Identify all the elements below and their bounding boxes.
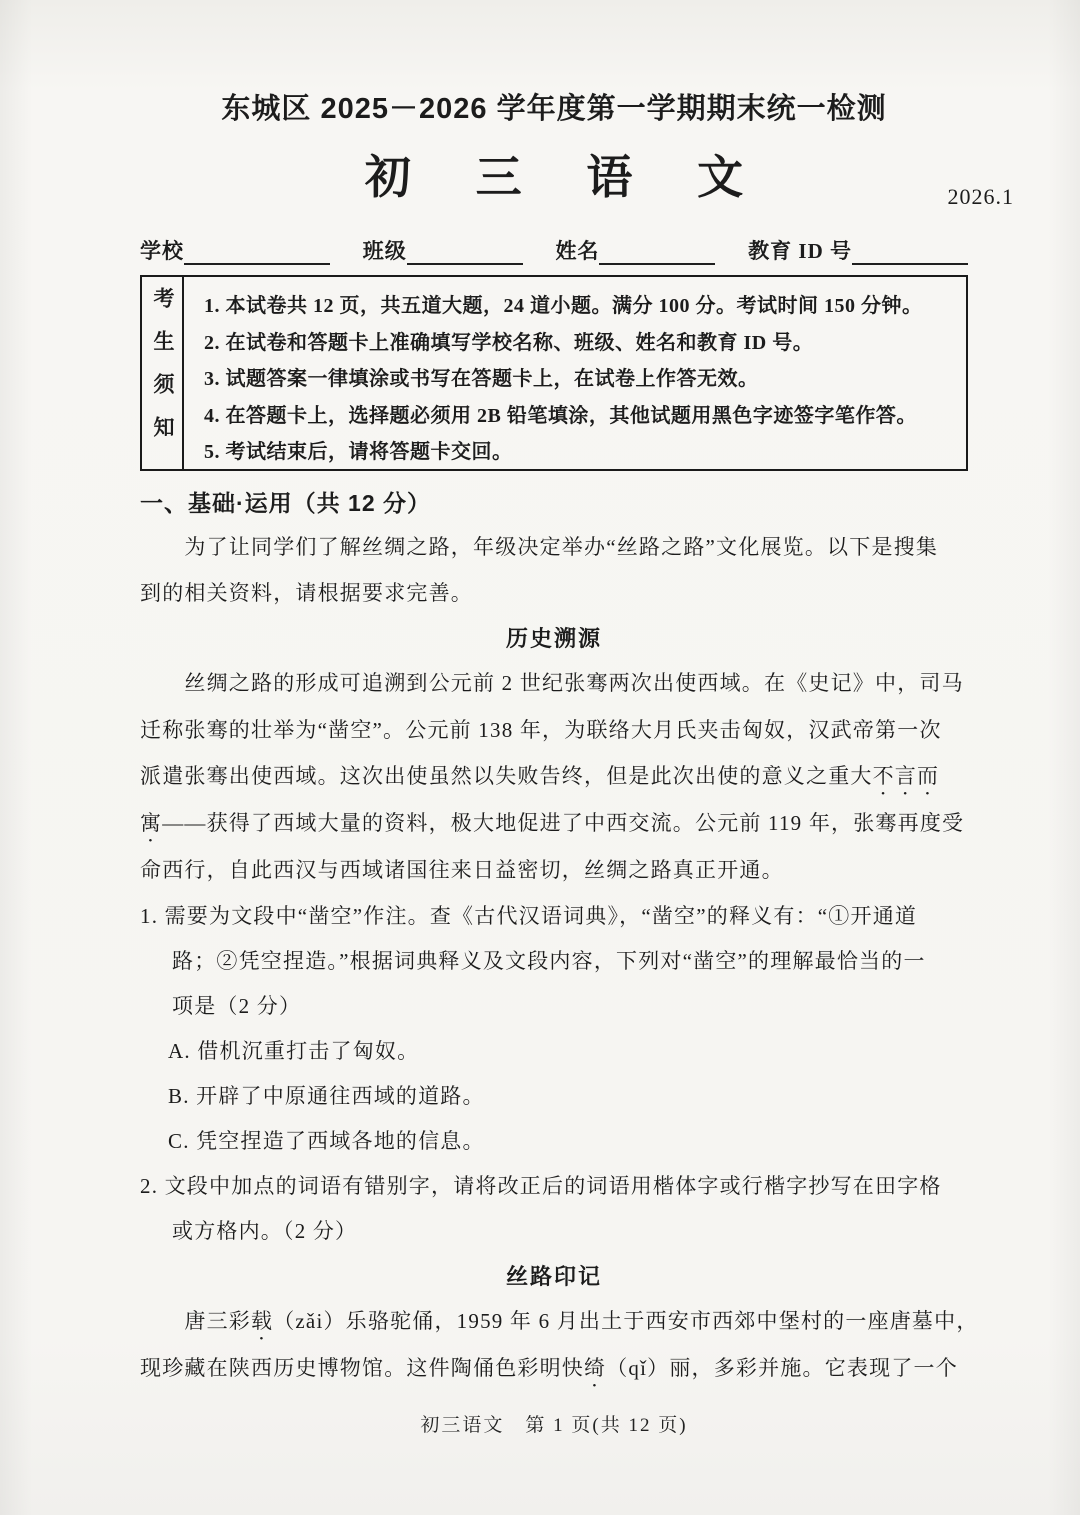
text-line: B. 开辟了中原通往西域的道路。: [168, 1083, 485, 1108]
text-line: 丝绸之路的形成可追溯到公元前 2 世纪张骞两次出使西域。在《史记》中，司马: [140, 671, 964, 695]
text-line: 路；②凭空捏造。”根据词典释义及文段内容，下列对“凿空”的理解最恰当的一: [172, 948, 926, 973]
text-line: 为了让同学们了解丝绸之路，年级决定举办“丝路之路”文化展览。以下是搜集: [140, 535, 939, 559]
text-segment: （qǐ）丽，多彩并施。它表现了一个: [606, 1355, 958, 1380]
history-paragraph: [140, 660, 968, 894]
notice-item-list: [184, 277, 966, 469]
page-footer: 初三语文 第 1 页(共 12 页): [420, 1414, 688, 1436]
text-segment: 派遣张骞出使西域。这次出使虽然以失败告终，但是此次出使的意义之重大: [140, 764, 873, 788]
notice-side-column: [142, 277, 184, 469]
question-2: [140, 1164, 968, 1254]
section-1-heading: 一、基础·运用（共 12 分）: [140, 490, 432, 516]
field-school-label: 学校: [140, 239, 184, 263]
text-line: 4. 在答题卡上，选择题必须用 2B 铅笔填涂，其他试题用黑色字迹签字笔作答。: [204, 404, 917, 427]
field-education-id-label: 教育 ID 号: [748, 239, 852, 263]
text-segment: （zǎi）乐骆驼俑，1959 年 6 月出土于西安市西郊中堡村的一座唐墓中，: [273, 1308, 979, 1333]
text-line: 5. 考试结束后，请将答题卡交回。: [204, 441, 513, 463]
text-line: 3. 试题答案一律填涂或书写在答题卡上，在试卷上作答无效。: [204, 368, 759, 390]
text-segment: ——获得了西域大量的资料，极大地促进了中西交流。公元前 119 年，张骞再度受: [162, 811, 965, 835]
question-1: [140, 894, 968, 1029]
text-line: [140, 1345, 968, 1392]
text-line: 1. 本试卷共 12 页，共五道大题，24 道小题。满分 100 分。考试时间 150 分钟。: [204, 295, 923, 317]
field-education-id-blank-line: [852, 239, 968, 265]
exam-date: 2026.1: [947, 184, 1014, 209]
text-line: 项是（2 分）: [172, 993, 302, 1018]
text-line: [140, 753, 968, 800]
field-school-blank-line: [184, 239, 330, 265]
text-segment: 唐三彩: [140, 1308, 251, 1333]
emphasized-text: 不言而: [872, 764, 940, 788]
text-line: [140, 800, 968, 847]
text-line: [140, 1298, 979, 1345]
text-line: 或方格内。（2 分）: [172, 1218, 358, 1243]
emphasized-text: 载: [251, 1308, 274, 1333]
text-line: C. 凭空捏造了西域各地的信息。: [168, 1128, 485, 1153]
field-name: [555, 235, 715, 265]
silk-road-paragraph: [140, 1298, 979, 1392]
emphasized-text: 寓: [140, 811, 163, 835]
field-name-blank-line: [599, 239, 715, 265]
text-line: 到的相关资料，请根据要求完善。: [140, 581, 473, 605]
text-line: 2. 在试卷和答题卡上准确填写学校名称、班级、姓名和教育 ID 号。: [204, 331, 814, 354]
field-education-id: [748, 235, 968, 265]
field-class-label: 班级: [362, 239, 407, 263]
text-segment: 现珍藏在陕西历史博物馆。这件陶俑色彩明快: [140, 1355, 584, 1380]
history-section-heading: 历史溯源: [505, 626, 602, 651]
text-line: 迁称张骞的壮举为“凿空”。公元前 138 年，为联络大月氏夹击匈奴，汉武帝第一次: [140, 717, 942, 742]
section-1-intro-paragraph: [140, 524, 968, 616]
silk-road-section-heading: 丝路印记: [505, 1263, 602, 1289]
field-class-blank-line: [407, 239, 523, 265]
notice-side-label: 考生须知: [151, 287, 174, 459]
text-line: A. 借机沉重打击了匈奴。: [168, 1038, 420, 1063]
exam-header-line: 东城区 2025－2026 学年度第一学期期末统一检测: [221, 93, 887, 125]
question-1-options: [168, 1029, 968, 1164]
exam-title: 初 三 语 文: [364, 151, 770, 203]
emphasized-text: 绮: [584, 1355, 607, 1380]
student-info-fields: [140, 235, 968, 265]
field-name-label: 姓名: [555, 239, 600, 263]
candidate-notice-box: [140, 275, 968, 471]
text-line: 命西行，自此西汉与西域诸国往来日益密切，丝绸之路真正开通。: [140, 858, 784, 882]
text-line: 1. 需要为文段中“凿空”作注。查《古代汉语词典》，“凿空”的释义有：“①开通道: [140, 903, 918, 928]
field-class: [363, 235, 523, 265]
text-line: 2. 文段中加点的词语有错别字，请将改正后的词语用楷体字或行楷字抄写在田字格: [140, 1173, 942, 1198]
field-school: [140, 235, 330, 265]
